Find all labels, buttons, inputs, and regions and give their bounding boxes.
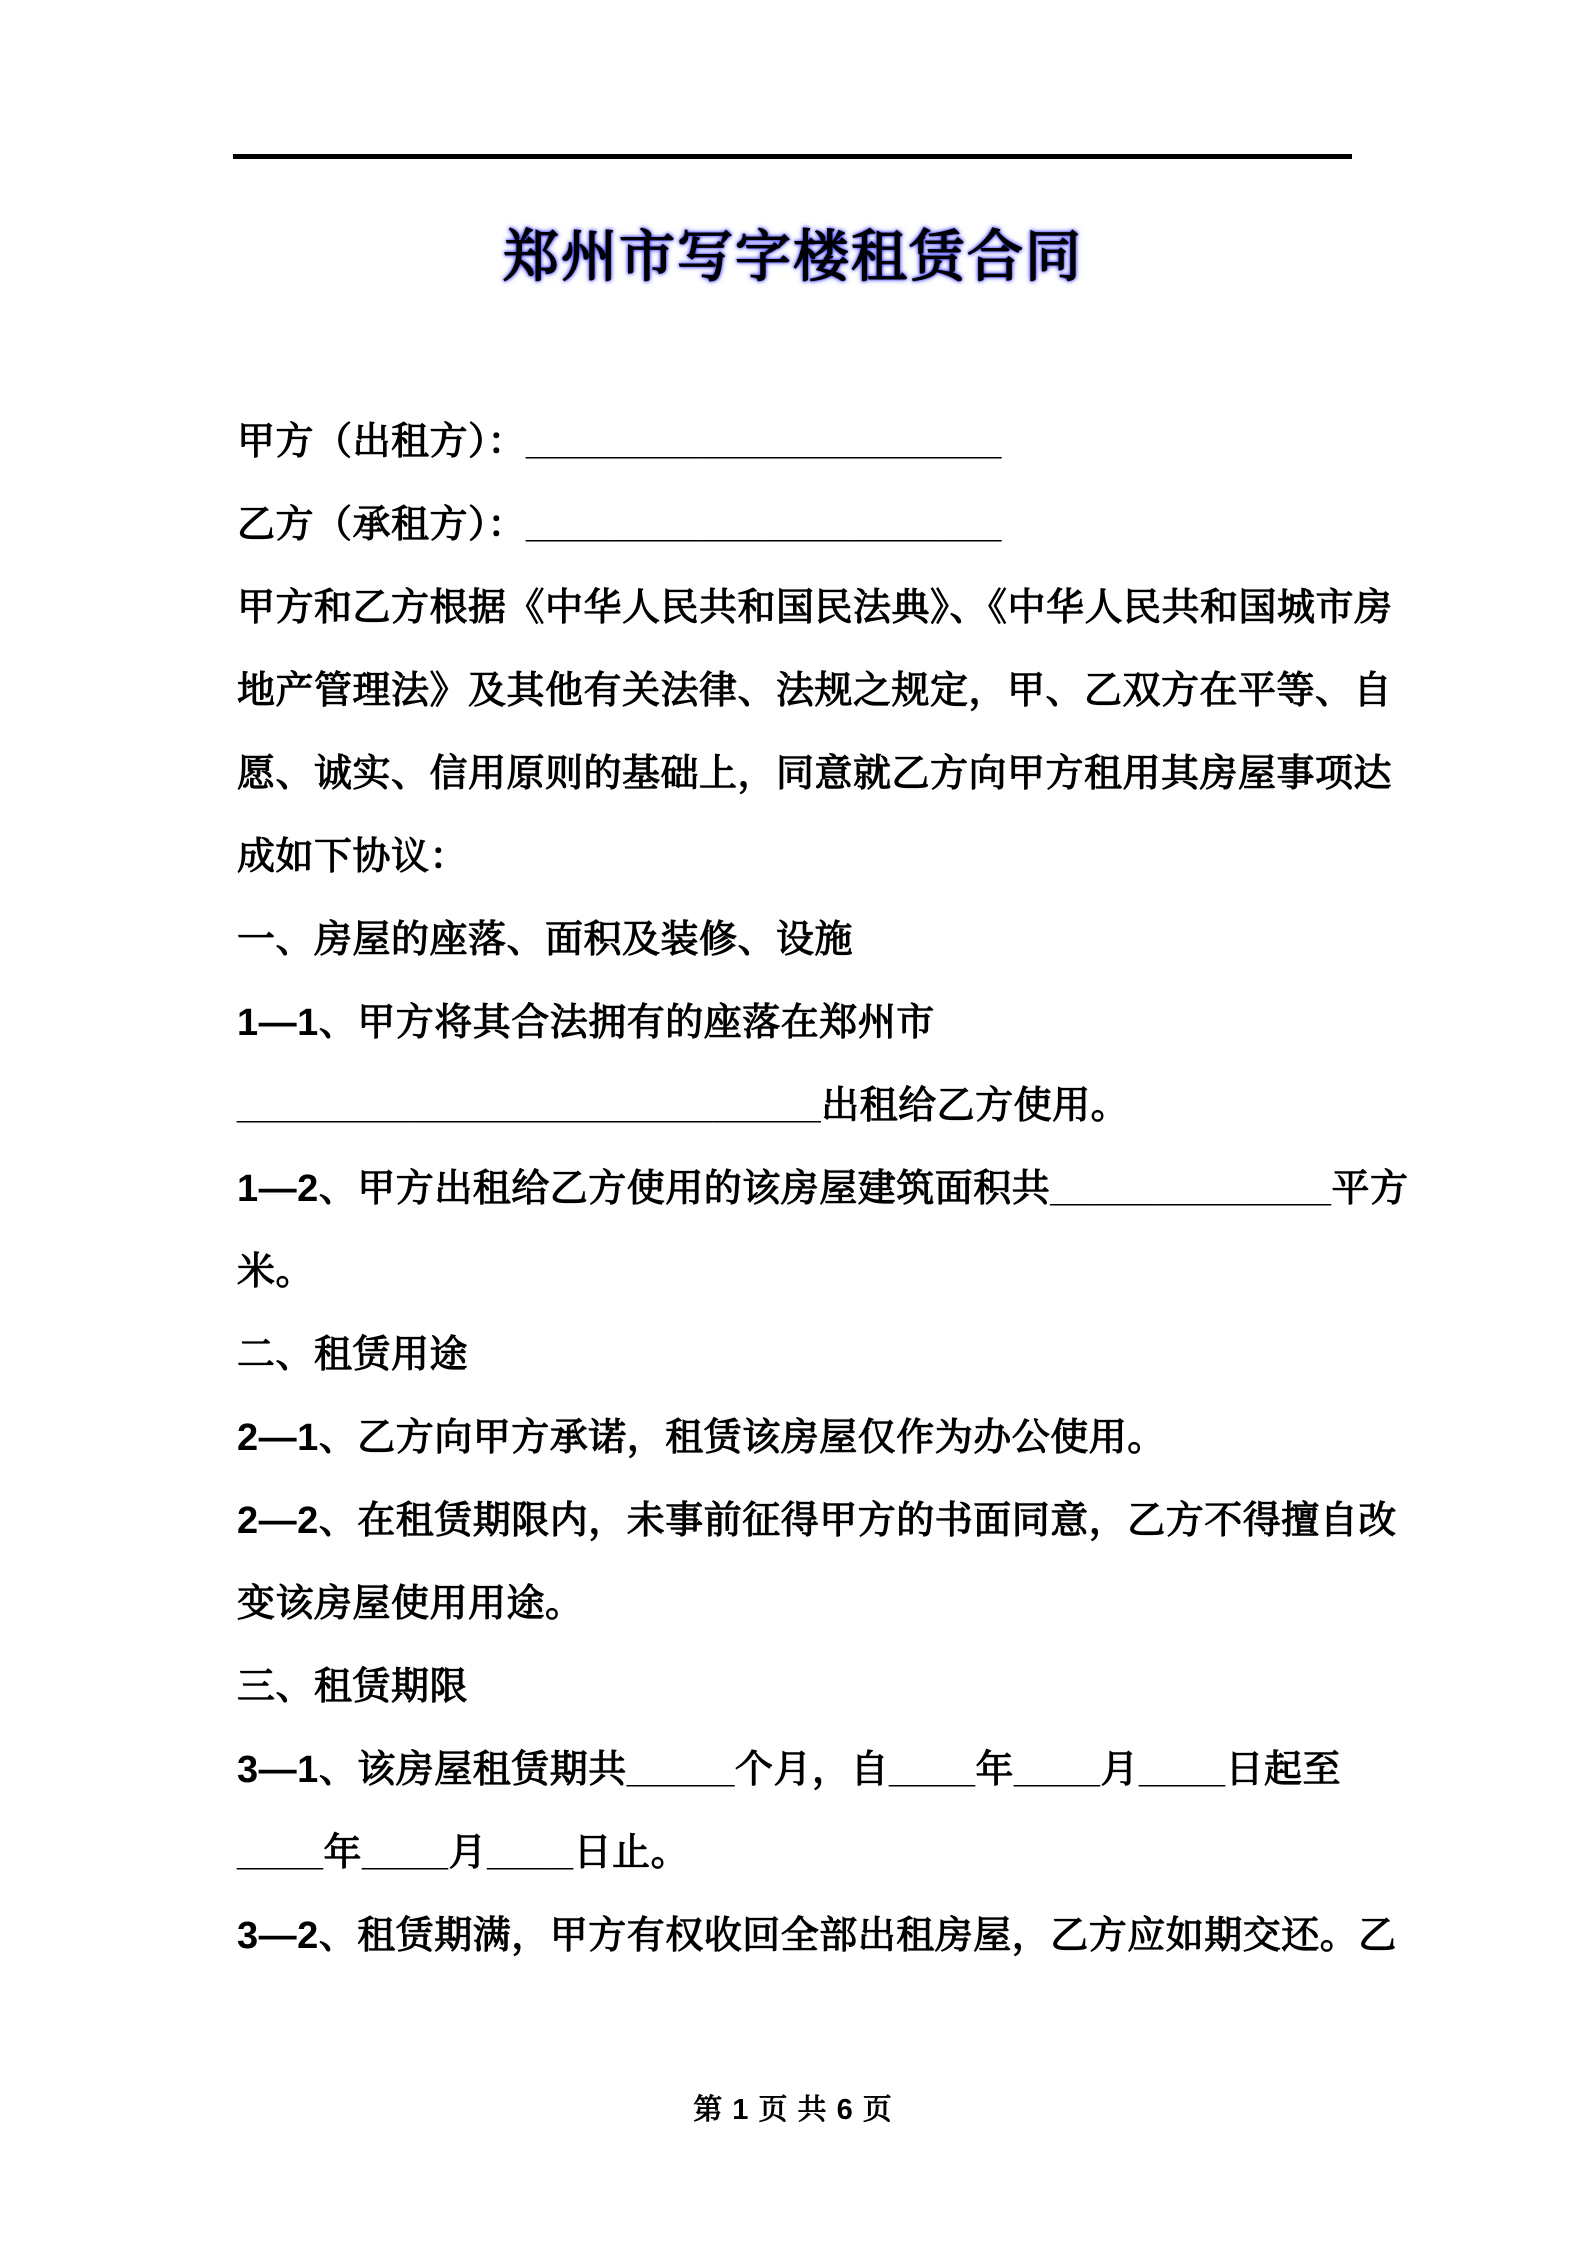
- body-line: 3—2、租赁期满，甲方有权收回全部出租房屋，乙方应如期交还。乙: [237, 1915, 1397, 1957]
- body-line: 1—2、甲方出租给乙方使用的该房屋建筑面积共_____________平方: [237, 1168, 1409, 1210]
- document-body: [237, 401, 1417, 1978]
- body-line: ____年____月____日止。: [237, 1832, 690, 1874]
- body-line: 2—2、在租赁期限内，未事前征得甲方的书面同意，乙方不得擅自改: [237, 1500, 1397, 1542]
- body-line: 三、租赁期限: [237, 1666, 469, 1708]
- body-line: 米。: [237, 1251, 315, 1293]
- page-footer: [0, 2092, 1586, 2128]
- body-line: 2—1、乙方向甲方承诺，租赁该房屋仅作为办公使用。: [237, 1417, 1166, 1459]
- body-line: 地产管理法》及其他有关法律、法规之规定，甲、乙双方在平等、自: [237, 670, 1393, 712]
- top-rule: [233, 154, 1352, 159]
- page-title: 郑州市写字楼租赁合同: [503, 225, 1083, 288]
- body-line: 愿、诚实、信用原则的基础上，同意就乙方向甲方租用其房屋事项达: [237, 753, 1393, 795]
- body-line: 1—1、甲方将其合法拥有的座落在郑州市: [237, 1002, 935, 1044]
- body-line: 乙方（承租方）：______________________: [237, 504, 1002, 546]
- body-line: 成如下协议：: [237, 836, 469, 878]
- body-line: 甲方和乙方根据《中华人民共和国民法典》、《中华人民共和国城市房: [237, 587, 1393, 629]
- body-line: ___________________________出租给乙方使用。: [237, 1085, 1130, 1127]
- body-line: 甲方（出租方）：______________________: [237, 421, 1002, 463]
- body-line: 一、房屋的座落、面积及装修、设施: [237, 919, 854, 961]
- body-line: 变该房屋使用用途。: [237, 1583, 584, 1625]
- body-line: 3—1、该房屋租赁期共_____个月，自____年____月____日起至: [237, 1749, 1342, 1791]
- body-line: 二、租赁用途: [237, 1334, 469, 1376]
- page-number: 第 1 页 共 6 页: [693, 2094, 893, 2126]
